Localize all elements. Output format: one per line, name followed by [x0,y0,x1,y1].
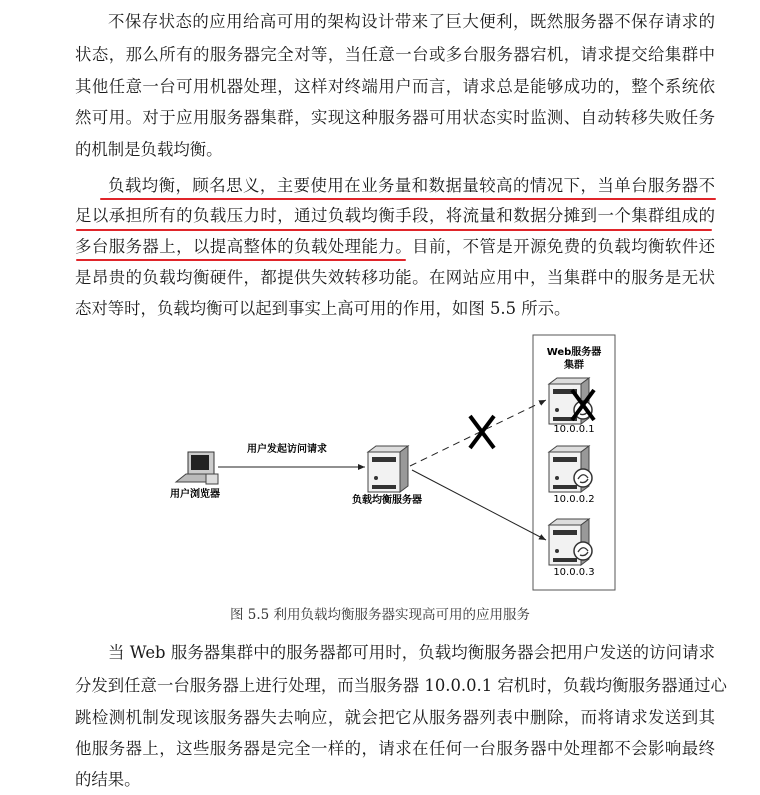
server-ip: 10.0.0.1 [553,424,595,435]
server-ip: 10.0.0.3 [553,567,595,578]
text-line: 不保存状态的应用给高可用的架构设计带来了巨大便利，既然服务器不保存请求的 [108,12,715,31]
load-balancer-server-icon [368,446,408,492]
text-line: 的结果。 [75,770,141,789]
text-line: 状态，那么所有的服务器完全对等，当任意一台或多台服务器宕机，请求提交给集群中 [75,45,715,64]
text-line: 跳检测机制发现该服务器失去响应，就会把它从服务器列表中删除，而将请求发送到其 [75,708,715,727]
text-line: 其他任意一台可用机器处理，这样对终端用户而言，请求总是能够成功的，整个系统依 [75,77,715,96]
text-line: 当 Web 服务器集群中的服务器都可用时，负载均衡服务器会把用户发送的访问请求 [108,643,715,662]
text-line: 分发到任意一台服务器上进行处理，而当服务器 10.0.0.1 宕机时，负载均衡服务器通过心 [75,676,727,695]
text-line: 的机制是负载均衡。 [75,140,223,159]
text-line: 多台服务器上，以提高整体的负载处理能力。目前，不管是开源免费的负载均衡软件还 [75,237,715,256]
computer-icon [176,452,218,484]
cluster-title: 集群 [564,360,584,371]
text-line: 是昂贵的负载均衡硬件，都提供失效转移功能。在网站应用中，当集群中的服务是无状 [75,268,715,287]
figure-caption: 图 5.5 利用负载均衡服务器实现高可用的应用服务 [229,607,531,623]
server-ip: 10.0.0.2 [553,494,595,505]
text-line: 负载均衡，顾名思义，主要使用在业务量和数据量较高的情况下，当单台服务器不 [108,176,715,195]
request-label: 用户发起访问请求 [247,444,327,455]
lb-label: 负载均衡服务器 [352,495,422,506]
browser-label: 用户浏览器 [170,489,220,500]
text-line: 他服务器上，这些服务器是完全一样的，请求在任何一台服务器中处理都不会影响最终 [75,739,715,758]
text-line: 足以承担所有的负载压力时，通过负载均衡手段，将流量和数据分摊到一个集群组成的 [75,206,715,225]
failure-x-icon [470,416,494,448]
text-line: 态对等时，负载均衡可以起到事实上高可用的作用，如图 5.5 所示。 [75,299,571,318]
text-line: 然可用。对于应用服务器集群，实现这种服务器可用状态实时监测、自动转移失败任务 [75,108,715,127]
cluster-title: Web服务器 [546,347,602,358]
